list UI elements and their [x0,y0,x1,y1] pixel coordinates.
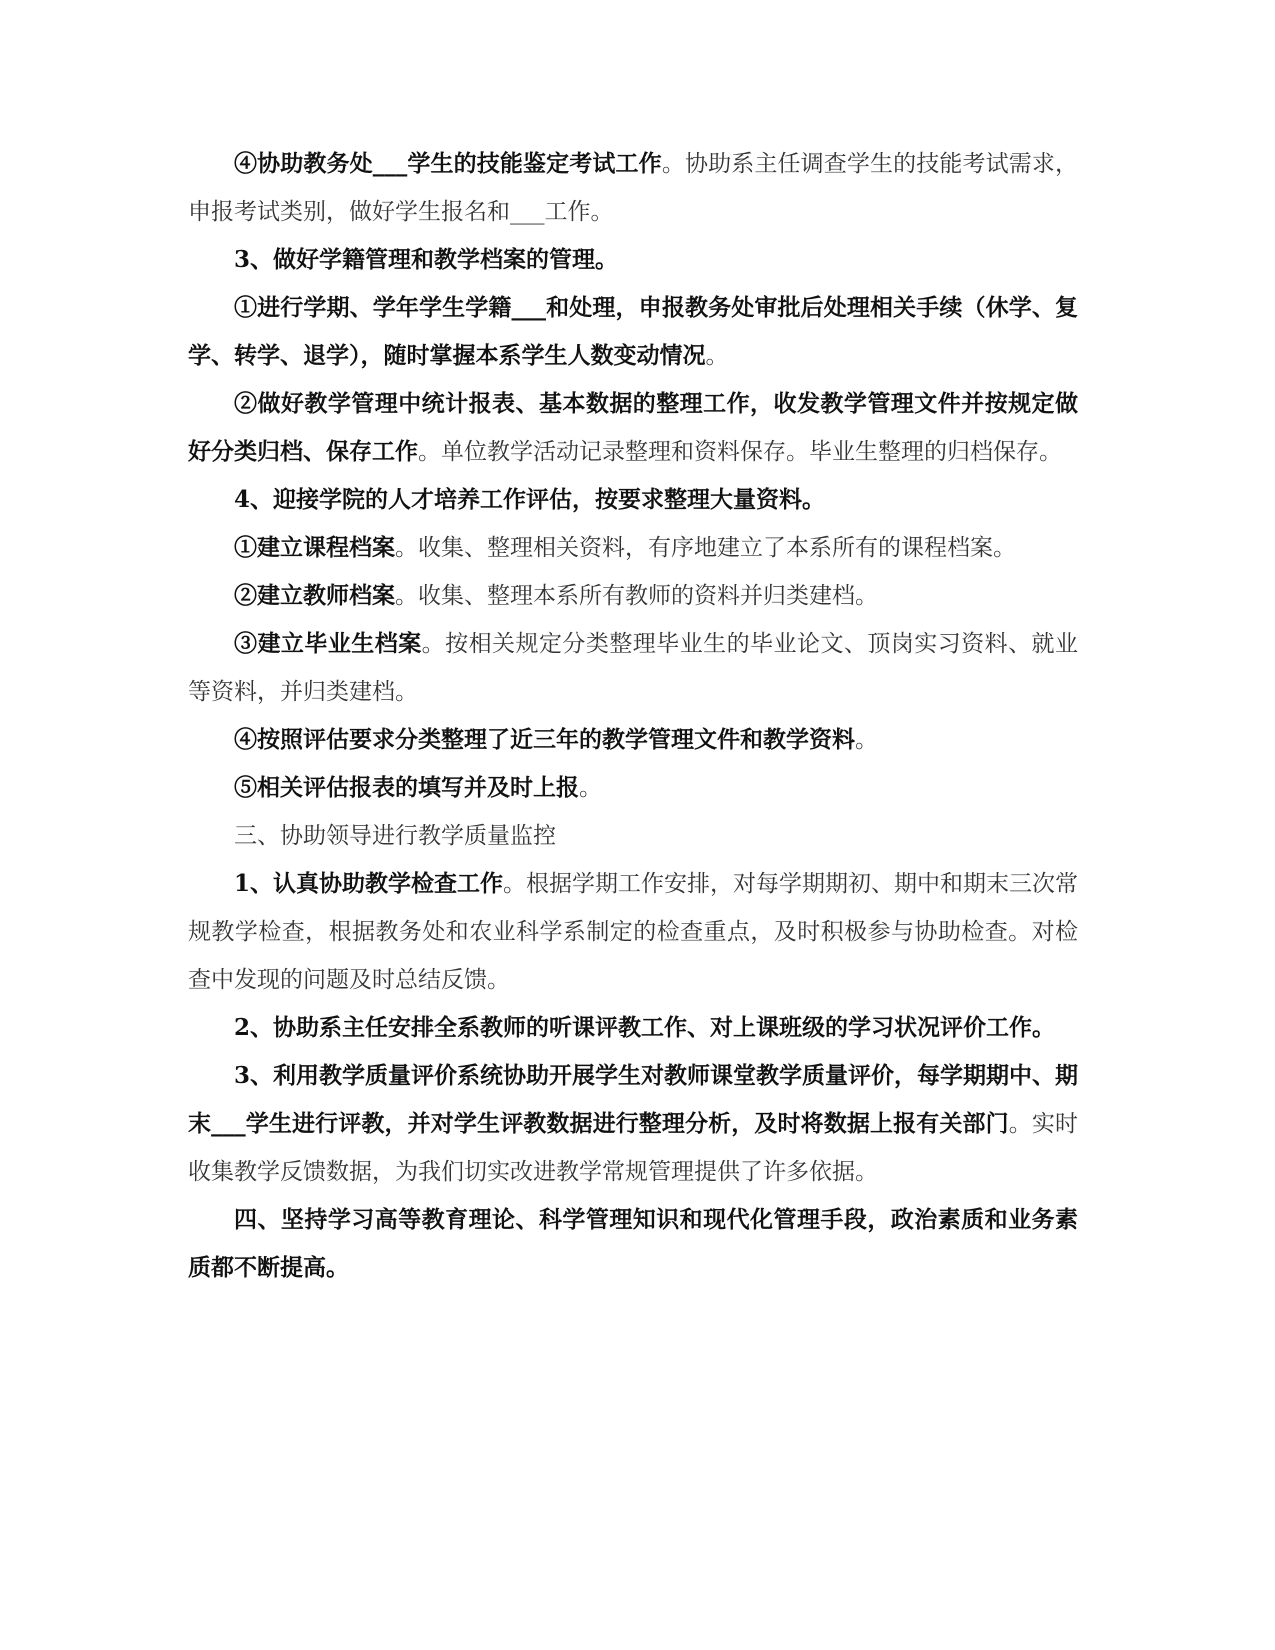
text-run: ④协助教务处___学生的技能鉴定考试工作 [234,150,662,177]
text-run: 。收集、整理本系所有教师的资料并归类建档。 [395,583,878,609]
text-run: 三、协助领导进行教学质量监控 [234,823,556,849]
text-run: 。 [579,775,602,801]
text-run: ①进行学期、学年学生学籍___和处理，申报教务处审批后处理相关手续（休学、复学、转学、退学），随时掌握本系学生人数变动情况 [188,294,1078,369]
text-run: 。实时收集教学反馈数据，为我们切实改进教学常规管理提供了许多依据。 [188,1111,1079,1185]
text-run: ①建立课程档案 [234,534,395,561]
text-run: ③建立毕业生档案 [234,630,422,657]
text-run: 。根据学期工作安排，对每学期期初、期中和期末三次常规教学检查，根据教务处和农业科学系制定的检查重点，及时积极参与协助检查。对检查中发现的问题及时总结反馈。 [188,871,1079,993]
text-run: ④按照评估要求分类整理了近三年的教学管理文件和教学资料 [234,726,855,753]
document-body [188,140,1078,1292]
paragraph [188,140,1078,236]
text-run: 。单位教学活动记录整理和资料保存。毕业生整理的归档保存。 [418,439,1062,465]
text-run: 4、迎接学院的人才培养工作评估，按要求整理大量资料。 [234,486,826,513]
paragraph [188,572,1078,620]
text-run: ⑤相关评估报表的填写并及时上报 [234,774,579,801]
section-heading [188,476,1078,524]
paragraph [188,860,1078,1004]
text-run: 2、协助系主任安排全系教师的听课评教工作、对上课班级的学习状况评价工作。 [234,1014,1056,1041]
paragraph [188,524,1078,572]
section-heading [188,236,1078,284]
paragraph [188,380,1078,476]
text-run: 四、坚持学习高等教育理论、科学管理知识和现代化管理手段，政治素质和业务素质都不断提高。 [188,1206,1078,1281]
paragraph [188,620,1078,716]
section-heading [188,1196,1078,1292]
text-run: 1、认真协助教学检查工作 [234,870,504,897]
text-run: 。收集、整理相关资料，有序地建立了本系所有的课程档案。 [395,535,1016,561]
text-run: 。 [855,727,878,753]
paragraph [188,716,1078,764]
text-run: 3、做好学籍管理和教学档案的管理。 [234,246,619,273]
paragraph [188,284,1078,380]
text-run: 。按相关规定分类整理毕业生的毕业论文、顶岗实习资料、就业等资料，并归类建档。 [188,631,1079,705]
paragraph [188,1004,1078,1052]
text-run: 3、利用教学质量评价系统协助开展学生对教师课堂教学质量评价，每学期期中、期末___学生进行评教，并对学生评教数据进行整理分析，及时将数据上报有关部门 [188,1062,1079,1137]
text-run: 。 [705,343,729,369]
paragraph [188,1052,1078,1196]
text-run: 。协助系主任调查学生的技能考试需求，申报考试类别，做好学生报名和___工作。 [188,151,1079,225]
paragraph [188,764,1078,812]
section-heading [188,812,1078,860]
text-run: ②建立教师档案 [234,582,395,609]
text-run: ②做好教学管理中统计报表、基本数据的整理工作，收发教学管理文件并按规定做好分类归档、保存工作 [188,390,1078,465]
